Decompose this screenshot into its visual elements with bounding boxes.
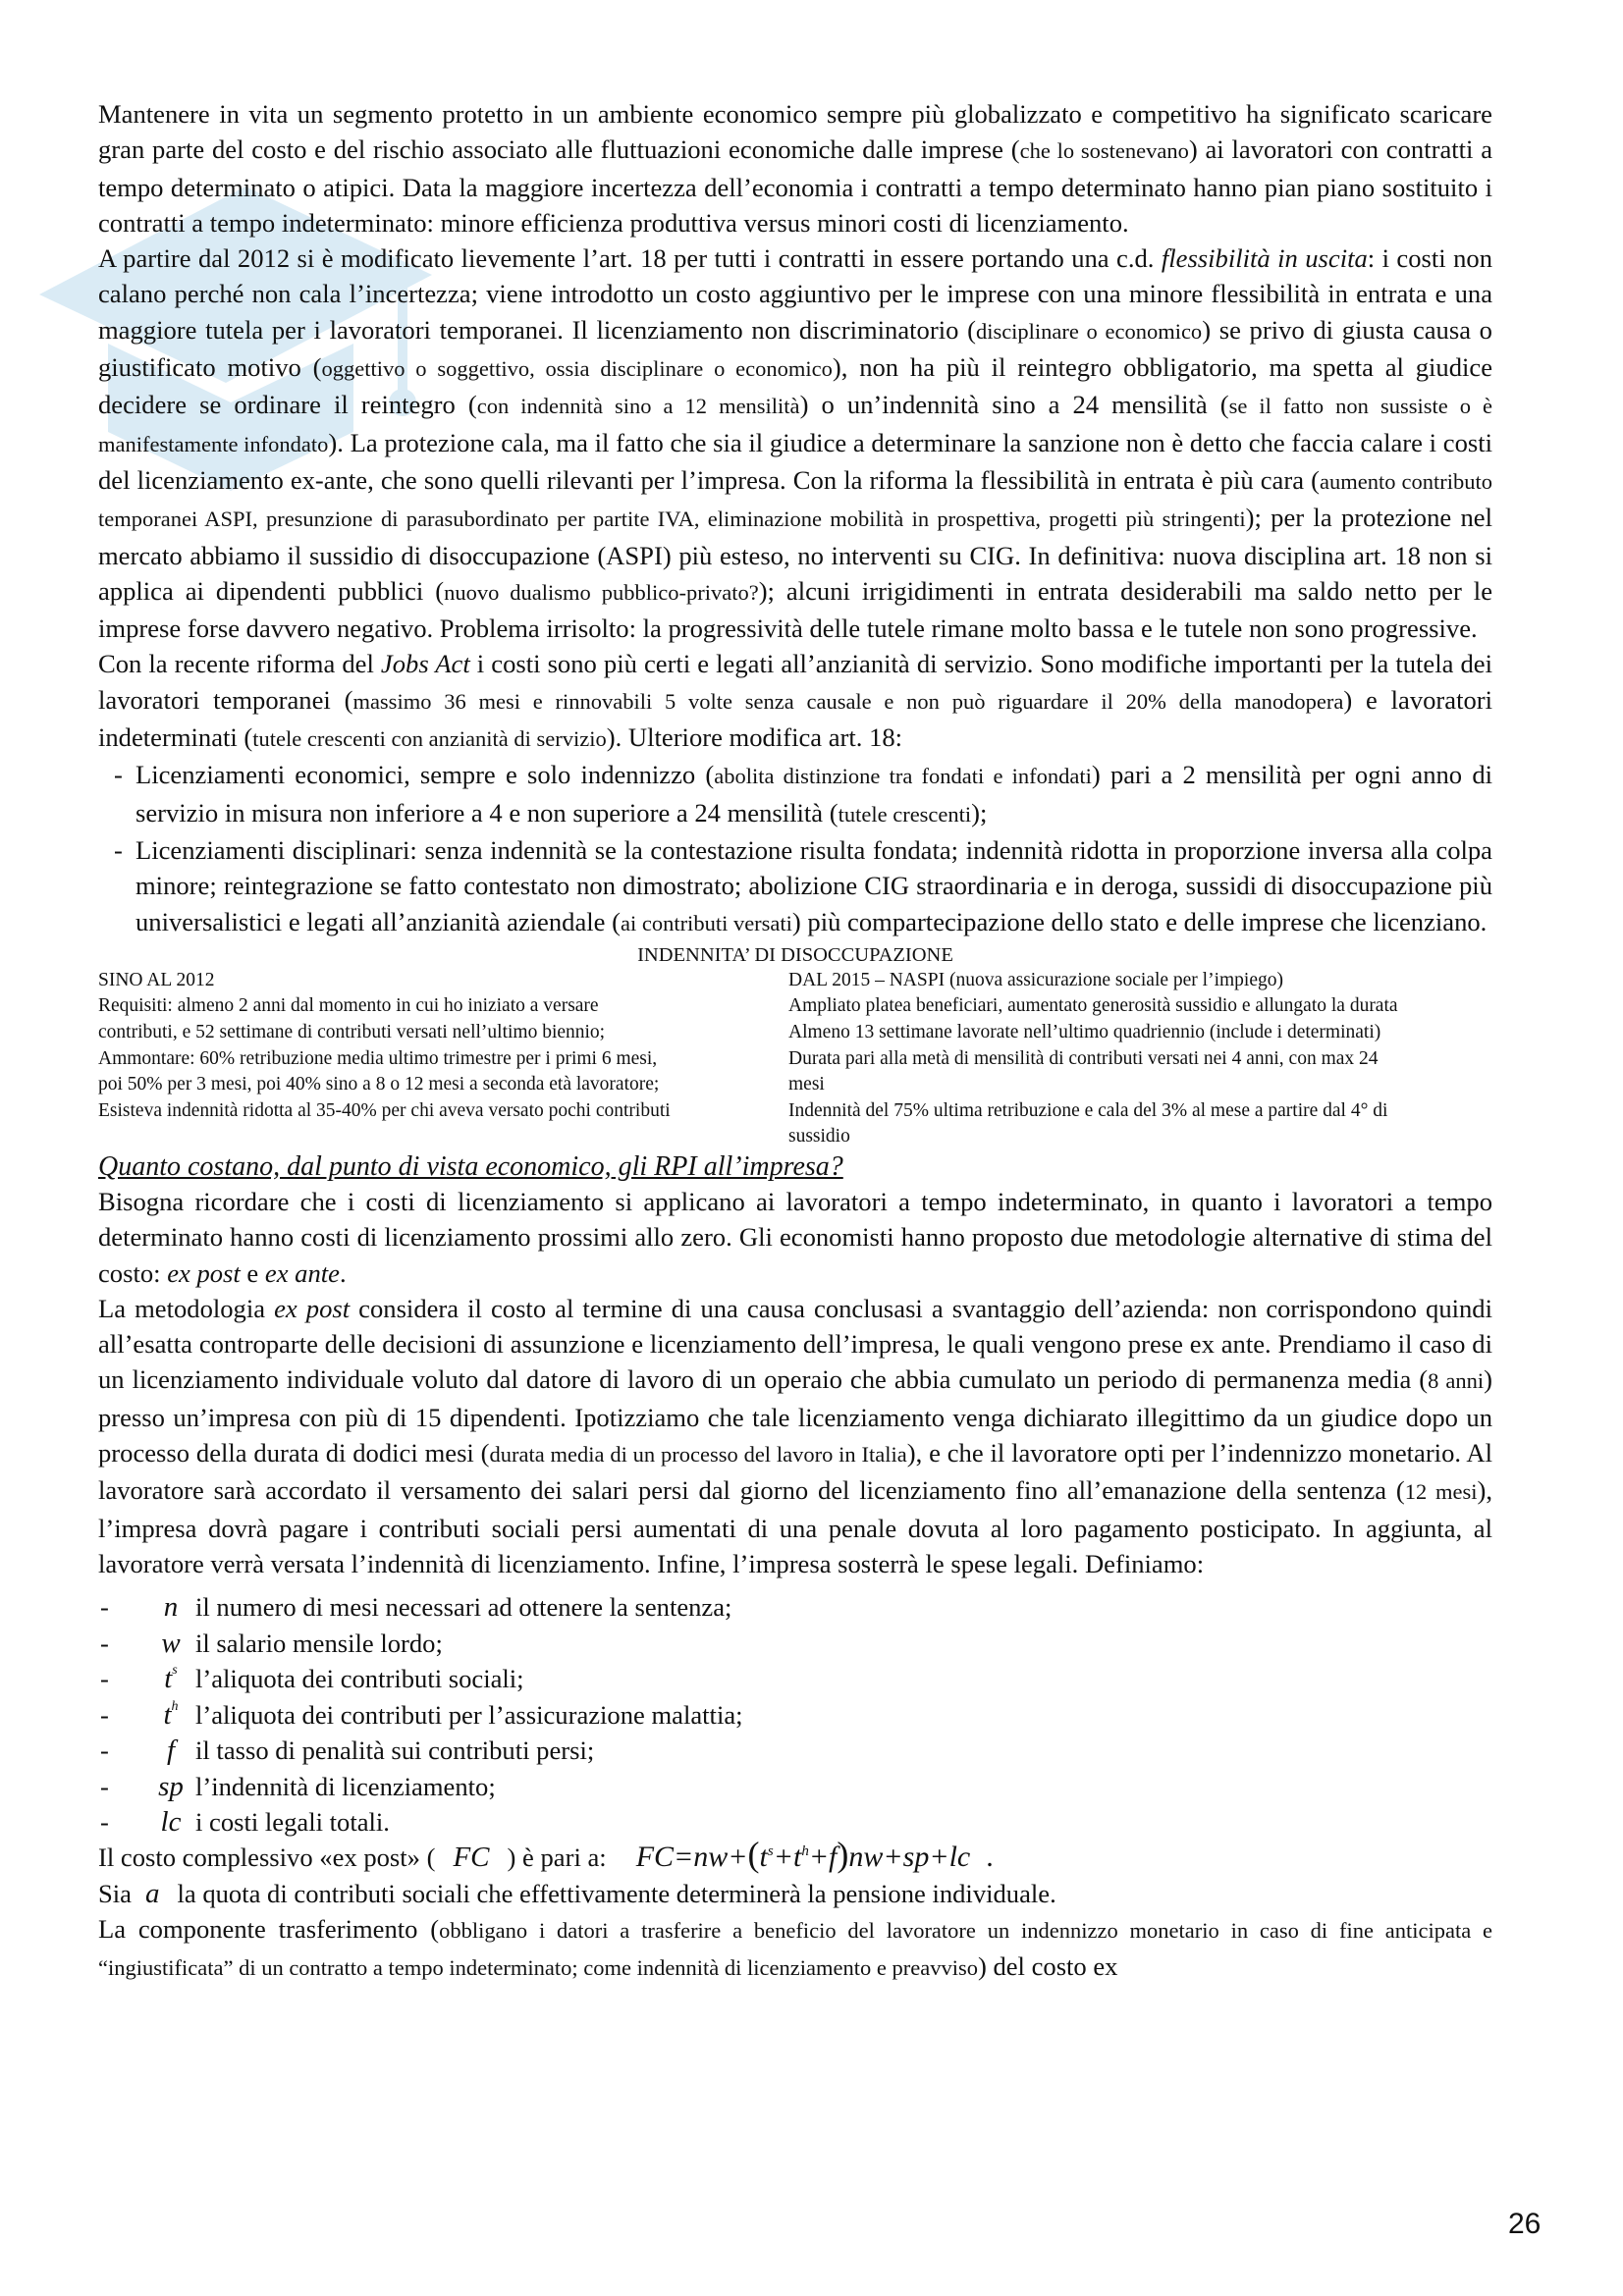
definition-item: - lc i costi legali totali. <box>98 1796 1492 1833</box>
table-cell: Requisiti: almeno 2 anni dal momento in cui ho iniziato a versare <box>98 995 599 1017</box>
table-cell: poi 50% per 3 mesi, poi 40% sino a 8 o 12 mesi a seconda età lavoratore; <box>98 1074 660 1095</box>
bullet-item: - Licenziamenti disciplinari: senza indennità se la contestazione risulta fondata; indennità ridotta in proporzione inversa alla colpa minore; reintegrazione se fatto contestato non dimostrato; abolizione CIG straordinaria e in deroga, sussidi di disoccupazione più universalistici e legati all’anzianità aziendale (ai contributi versati) più compartecipazione dello stato e delle imprese che licenziano. <box>114 832 1492 941</box>
bullet-dash: - <box>114 834 123 865</box>
definition-item: - sp l’indennità di licenziamento; <box>98 1761 1492 1797</box>
math-symbol: FC <box>453 1841 490 1873</box>
table-cell: sussidio <box>788 1126 850 1148</box>
table-title: INDENNITA’ DI DISOCCUPAZIONE <box>637 943 953 966</box>
math-symbol: lc <box>160 1806 182 1839</box>
table-column-right <box>788 968 1488 1150</box>
math-symbol: a <box>144 1877 160 1909</box>
comparison-table <box>98 968 1492 1150</box>
bullet-dash: - <box>114 760 123 790</box>
cost-formula: $FC=nw+(t^s+t^h+f)nw+sp+lc$ . <box>635 1834 994 1874</box>
paragraph-3: Con la recente riforma del Jobs Act i costi sono più certi e legati all’anzianità di servizio. Sono modifiche importanti per la tutela dei lavoratori temporanei (massimo 36 mesi e rinnovabili 5 volte senza causale e non può riguardare il 20% della manodopera) e lavoratori indeterminati (tutele crescenti con anzianità di servizio). Ulteriore modifica art. 18: <box>98 649 1492 753</box>
page-number: 26 <box>1508 2208 1542 2240</box>
definition-item: - $t^h$ l’aliquota dei contributi per l’assicurazione malattia; <box>98 1689 1492 1726</box>
math-symbol: $t^s$ <box>164 1663 178 1695</box>
paragraph-4: Bisogna ricordare che i costi di licenziamento si applicano ai lavoratori a tempo indeterminato, in quanto i lavoratori a tempo determinato hanno costi di licenziamento prossimi allo zero. Gli economisti hanno proposto due metodologie alternative di stima del costo: ex post e ex ante. <box>98 1186 1492 1288</box>
table-cell: Ammontare: 60% retribuzione media ultimo trimestre per i primi 6 mesi, <box>98 1047 658 1069</box>
table-column-left <box>98 968 788 1150</box>
paragraph-5: La metodologia ex post considera il costo al termine di una causa conclusasi a svantaggio dell’azienda: non corrispondono quindi all’esatta controparte delle decisioni di assunzione e licenziamento dell’impresa, le quali vengono prese ex ante. Prendiamo il caso di un licenziamento individuale voluto dal datore di lavoro di un operaio che abbia cumulato un periodo di permanenza media (8 anni) presso un’impresa con più di 15 dipendenti. Ipotizziamo che tale licenziamento venga dichiarato illegittimo da un giudice dopo un processo della durata di dodici mesi (durata media di un processo del lavoro in Italia), e che il lavoratore opti per l’indennizzo monetario. Al lavoratore sarà accordato il versamento dei salari persi dal giorno del licenziamento fino all’emanazione della sentenza (12 mesi), l’impresa dovrà pagare i contributi sociali persi aumentati di una penale dovuta al loro pagamento posticipato. In aggiunta, al lavoratore verrà versata l’indennità di licenziamento. Infine, l’impresa sosterrà le spese legali. Definiamo: <box>98 1293 1493 1578</box>
table-cell: Durata pari alla metà di mensilità di contributi versati nei 4 anni, con max 24 <box>788 1047 1379 1069</box>
definition-item: - f il tasso di penalità sui contributi persi; <box>98 1725 1492 1761</box>
math-symbol: f <box>166 1735 176 1767</box>
math-symbol: sp <box>158 1770 184 1802</box>
page-content <box>98 96 1492 1987</box>
paragraph-6: La componente trasferimento (obbligano i datori a trasferire a beneficio del lavoratore un indennizzo monetario in caso di fine anticipata e “ingiustificata” di un contratto a tempo indeterminato; come indennità di licenziamento e preavviso) del costo ex <box>98 1914 1493 1982</box>
math-symbol: w <box>161 1627 181 1659</box>
definition-item: - n il numero di mesi necessari ad ottenere la sentenza; <box>98 1581 1492 1618</box>
section-question-heading: Quanto costano, dal punto di vista economico, gli RPI all’impresa? <box>98 1150 843 1182</box>
table-cell: Indennità del 75% ultima retribuzione e cala del 3% al mese a partire dal 4° di <box>788 1099 1388 1121</box>
paragraph-2: A partire dal 2012 si è modificato lievemente l’art. 18 per tutti i contratti in essere portando una c.d. flessibilità in uscita: i costi non calano perché non cala l’incertezza; viene introdotto un costo aggiuntivo per le imprese con una minore flessibilità in entrata e una maggiore tutela per i lavoratori temporanei. Il licenziamento non discriminatorio (disciplinare o economico) se privo di giusta causa o giustificato motivo (oggettivo o soggettivo, ossia disciplinare o economico), non ha più il reintegro obbligatorio, ma spetta al giudice decidere se ordinare il reintegro (con indennità sino a 12 mensilità) o un’indennità sino a 24 mensilità (se il fatto non sussiste o è manifestamente infondato). La protezione cala, ma il fatto che sia il giudice a determinare la sanzione non è detto che faccia calare i costi del licenziamento ex-ante, che sono quelli rilevanti per l’impresa. Con la riforma la flessibilità in entrata è più cara (aumento contributo temporanei ASPI, presunzione di parasubordinato per partite IVA, eliminazione mobilità in prospettiva, progetti più stringenti); per la protezione nel mercato abbiamo il sussidio di disoccupazione (ASPI) più esteso, no interventi su CIG. In definitiva: nuova disciplina art. 18 non si applica ai dipendenti pubblici (nuovo dualismo pubblico-privato?); alcuni irrigidimenti in entrata desiderabili ma saldo netto per le imprese forse davvero negativo. Problema irrisolto: la progressività delle tutele rimane molto bassa e le tutele non sono progressive. <box>98 243 1493 644</box>
table-cell: Almeno 13 settimane lavorate nell’ultimo quadriennio (include i determinati) <box>788 1022 1381 1043</box>
sia-line: Sia a la quota di contributi sociali che effettivamente determinerà la pensione individuale. <box>98 1877 1056 1909</box>
table-cell: mesi <box>788 1074 825 1095</box>
formula-line: Il costo complessivo «ex post» ( FC ) è pari a: $FC=nw+(t^s+t^h+f)nw+sp+lc$ . <box>98 1834 994 1874</box>
table-cell: Esisteva indennità ridotta al 35-40% per chi aveva versato pochi contributi <box>98 1099 671 1121</box>
math-symbol: $t^h$ <box>163 1698 179 1731</box>
paragraph-1: Mantenere in vita un segmento protetto in un ambiente economico sempre più globalizzato e competitivo ha significato scaricare gran parte del costo e del rischio associato alle fluttuazioni economiche dalle imprese (che lo sostenevano) ai lavoratori con contratti a tempo determinato o atipici. Data la maggiore incertezza dell’economia i contratti a tempo determinato hanno pian piano sostituito i contratti a tempo indeterminato: minore efficienza produttiva versus minori costi di licenziamento. <box>98 99 1492 238</box>
definition-item: - $t^s$ l’aliquota dei contributi sociali; <box>98 1653 1492 1689</box>
definition-list <box>98 1581 1492 1839</box>
math-symbol: n <box>163 1591 179 1624</box>
table-cell: DAL 2015 – NASPI (nuova assicurazione sociale per l’impiego) <box>788 969 1283 990</box>
definition-item: - w il salario mensile lordo; <box>98 1618 1492 1654</box>
table-cell: contributi, e 52 settimane di contributi versati nell’ultimo biennio; <box>98 1022 606 1043</box>
bullet-item: - Licenziamenti economici, sempre e solo indennizzo (abolita distinzione tra fondati e infondati) pari a 2 mensilità per ogni anno di servizio in misura non inferiore a 4 e non superiore a 24 mensilità (tutele crescenti); <box>114 757 1492 832</box>
table-cell: Ampliato platea beneficiari, aumentato generosità sussidio e allungato la durata <box>788 995 1398 1017</box>
table-cell: SINO AL 2012 <box>98 969 215 990</box>
